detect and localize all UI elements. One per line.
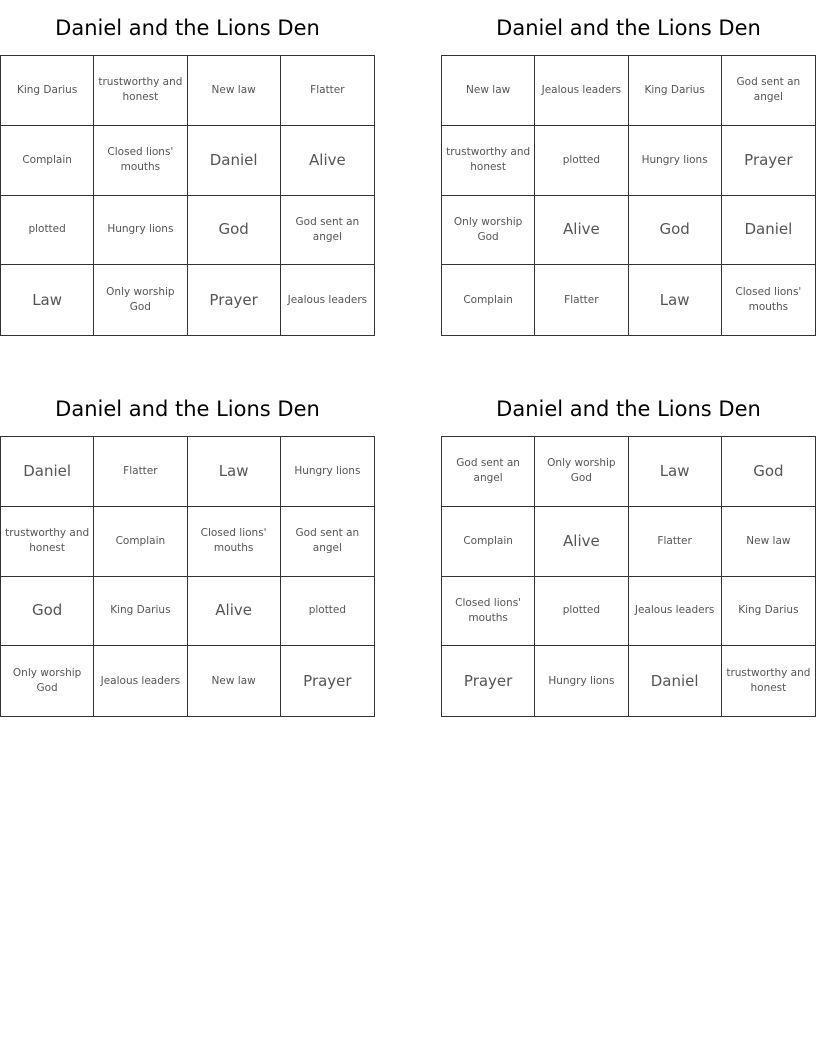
bingo-cell: Prayer <box>188 265 281 335</box>
bingo-cell: God <box>629 196 722 266</box>
bingo-grid <box>0 55 375 336</box>
bingo-cell: Hungry lions <box>629 126 722 196</box>
bingo-cell: Daniel <box>188 126 281 196</box>
bingo-cell: King Darius <box>1 56 94 126</box>
bingo-cell: Prayer <box>722 126 815 196</box>
bingo-cell: New law <box>722 507 815 577</box>
card-title: Daniel and the Lions Den <box>55 397 320 421</box>
bingo-cell: Flatter <box>629 507 722 577</box>
bingo-cell: Jealous leaders <box>629 577 722 647</box>
bingo-cell: Only worship God <box>94 265 187 335</box>
bingo-cell: New law <box>188 646 281 716</box>
bingo-cell: Flatter <box>94 437 187 507</box>
bingo-cell: Daniel <box>722 196 815 266</box>
bingo-cell: Alive <box>535 196 628 266</box>
bingo-cell: Daniel <box>629 646 722 716</box>
bingo-cell: trustworthy and honest <box>1 507 94 577</box>
bingo-cell: Flatter <box>535 265 628 335</box>
bingo-cell: trustworthy and honest <box>726 667 811 695</box>
bingo-cell: New law <box>442 56 535 126</box>
bingo-cell: God sent an angel <box>722 56 815 126</box>
bingo-cell: God <box>722 437 815 507</box>
bingo-card-1 <box>0 0 375 314</box>
bingo-cell: God sent an angel <box>442 437 535 507</box>
bingo-cell: Only worship God <box>442 196 535 266</box>
bingo-card-3 <box>0 381 375 695</box>
bingo-card-4 <box>441 381 816 695</box>
bingo-cell: Complain <box>1 126 94 196</box>
bingo-cell: Flatter <box>281 56 374 126</box>
bingo-cell: Law <box>629 437 722 507</box>
bingo-cell: Closed lions' mouths <box>188 507 281 577</box>
bingo-cell: Alive <box>281 126 374 196</box>
bingo-cell: plotted <box>535 577 628 647</box>
bingo-cell: Closed lions' mouths <box>735 286 802 314</box>
bingo-cell: Complain <box>442 265 535 335</box>
bingo-cell: Jealous leaders <box>94 646 187 716</box>
bingo-cell: Hungry lions <box>281 437 374 507</box>
bingo-cell: Jealous leaders <box>287 293 368 306</box>
bingo-cell: Complain <box>94 507 187 577</box>
bingo-cell: Only worship God <box>535 437 628 507</box>
bingo-cell: God <box>188 196 281 266</box>
bingo-cell: Alive <box>188 577 281 647</box>
bingo-cell: King Darius <box>629 56 722 126</box>
bingo-cell: Daniel <box>1 437 94 507</box>
bingo-cell: New law <box>188 56 281 126</box>
bingo-cell: King Darius <box>722 577 815 647</box>
bingo-cell: God sent an angel <box>281 507 374 577</box>
bingo-cell: Prayer <box>303 671 352 690</box>
bingo-cell: King Darius <box>94 577 187 647</box>
bingo-cell: Closed lions' mouths <box>94 126 187 196</box>
bingo-cell: Law <box>188 437 281 507</box>
bingo-cell: Jealous leaders <box>535 56 628 126</box>
bingo-cell: trustworthy and honest <box>94 56 187 126</box>
bingo-cell: Hungry lions <box>535 646 628 716</box>
bingo-cell: Only worship God <box>1 646 94 716</box>
bingo-cell: Law <box>1 265 94 335</box>
bingo-cell: trustworthy and honest <box>442 126 535 196</box>
card-title: Daniel and the Lions Den <box>496 397 761 421</box>
bingo-cell: Law <box>629 265 722 335</box>
bingo-grid <box>0 436 375 717</box>
bingo-cell: Closed lions' mouths <box>442 577 535 647</box>
bingo-cell: plotted <box>1 196 94 266</box>
card-title: Daniel and the Lions Den <box>496 16 761 40</box>
bingo-grid <box>441 55 816 336</box>
bingo-cell: Hungry lions <box>94 196 187 266</box>
bingo-cell: Alive <box>535 507 628 577</box>
bingo-grid <box>441 436 816 717</box>
card-title: Daniel and the Lions Den <box>55 16 320 40</box>
bingo-cell: plotted <box>281 577 374 647</box>
bingo-card-2 <box>441 0 816 314</box>
bingo-cell: plotted <box>535 126 628 196</box>
bingo-cell: Complain <box>442 507 535 577</box>
bingo-cell: Prayer <box>442 646 535 716</box>
bingo-cell: God sent an angel <box>281 196 374 266</box>
bingo-cell: God <box>1 577 94 647</box>
